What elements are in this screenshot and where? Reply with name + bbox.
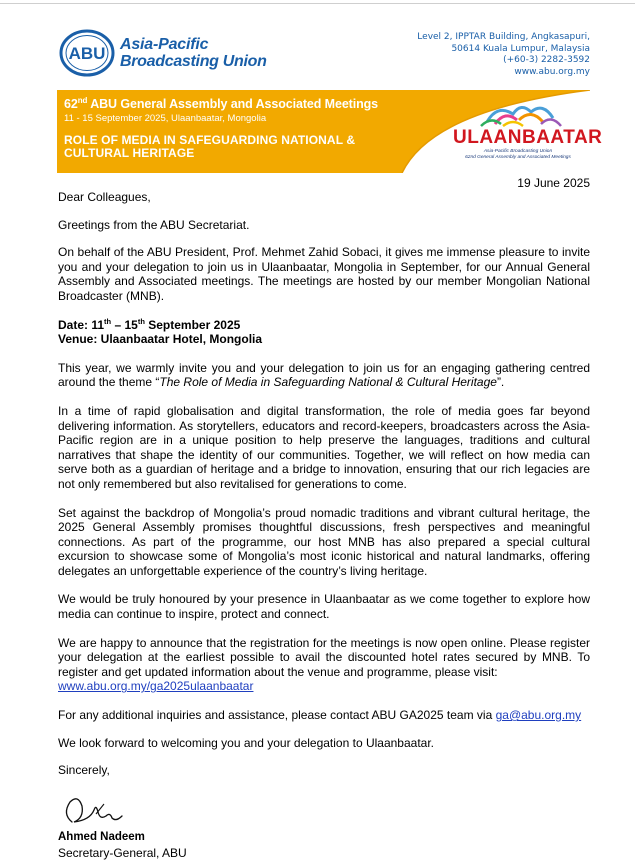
paragraph-contact: For any additional inquiries and assistance, please contact ABU GA2025 team via ga@abu.org.my [58,708,582,723]
ulaanbaatar-subtitle: Asia-Pacific Broadcasting Union 62nd General Assembly and Associated Meetings [465,149,571,160]
salutation: Dear Colleagues, [58,190,151,204]
signer-title: Secretary-General, ABU [58,846,187,860]
paragraph-backdrop: Set against the backdrop of Mongolia’s proud nomadic traditions and vibrant cultural heritage, the 2025 General Assembly promises thoughtful discussions, fresh perspectives and meaningful connections. As part of the programme, our host MNB has also prepared a special cultural excursion to showcase some of Mongolia’s most iconic historical and natural landmarks, offering delegates an unforgettable experience of the country’s living heritage. [58,505,590,578]
website[interactable]: www.abu.org.my [514,66,590,77]
paragraph-welcome: We look forward to welcoming you and your delegation to Ulaanbaatar. [58,735,435,750]
event-venue: Venue: Ulaanbaatar Hotel, Mongolia [58,332,263,347]
address-block [417,32,590,78]
org-name-line2: Broadcasting Union [120,53,267,70]
signer-name: Ahmed Nadeem [58,831,145,843]
banner-theme: ROLE OF MEDIA IN SAFEGUARDING NATIONAL & CULTURAL HERITAGE [64,133,356,160]
abu-logo [59,28,267,78]
paragraph-context: In a time of rapid globalisation and digital transformation, the role of media goes far beyond delivering information. As storytellers, educators and record-keepers, broadcasters across the Asia-Pacific region are in a unique position to help preserve the languages, traditions and cultural narratives that shape the identity of our communities. Together, we will reflect on how media can serve both as a guardian of heritage and a bridge to innovation, ensuring that our rich legacies are not only remembered but also revitalised for generations to come. [58,403,590,491]
paragraph-honour: We would be truly honoured by your presence in Ulaanbaatar as we come together to explore how media can continue to inspire, protect and connect. [58,592,590,622]
abu-emblem-icon [59,28,115,78]
org-name-line1: Asia-Pacific [120,36,209,53]
letter-body [58,190,590,778]
letter-date: 19 June 2025 [517,176,590,190]
event-date: Date: 11th – 15th September 2025 [58,316,241,332]
event-banner [57,90,603,173]
emblem-letters: ABU [68,44,106,63]
org-name [120,36,267,70]
closing: Sincerely, [58,763,110,778]
top-rule [0,3,635,4]
address-line: Level 2, IPPTAR Building, Angkasapuri, [417,32,590,42]
ulaanbaatar-wordmark: ULAANBAATAR [453,127,603,148]
phone-number: (+60-3) 2282-3592 [503,55,590,65]
greeting: Greetings from the ABU Secretariat. [58,217,250,232]
banner-dates: 11 - 15 September 2025, Ulaanbaatar, Mongolia [64,113,267,124]
handwritten-signature [60,792,130,832]
paragraph-theme: This year, we warmly invite you and your delegation to join us for an engaging gathering centred around the theme “The Role of Media in Safeguarding National & Cultural Heritage”. [58,360,590,390]
address-line: 50614 Kuala Lumpur, Malaysia [451,43,590,54]
paragraph-registration: We are happy to announce that the registration for the meetings is now open online. Please register your delegation at the earliest possible to avail the discounted hotel rates secured by MNB. To register and get updated information about the venue and programme, please visit: www.abu.org.my/ga2025ulaanbaatar [58,635,590,694]
registration-link[interactable]: www.abu.org.my/ga2025ulaanbaatar [58,679,254,694]
email-link[interactable]: ga@abu.org.my [495,708,582,723]
banner-title: 62nd ABU General Assembly and Associated Meetings [64,96,379,112]
paragraph-invitation: On behalf of the ABU President, Prof. Mehmet Zahid Sobaci, it gives me immense pleasure to invite you and your delegation to join us in Ulaanbaatar, Mongolia in September, for our Annual General Assembly and Associated meetings. The meetings are hosted by our member Mongolian National Broadcaster (MNB). [58,245,590,303]
